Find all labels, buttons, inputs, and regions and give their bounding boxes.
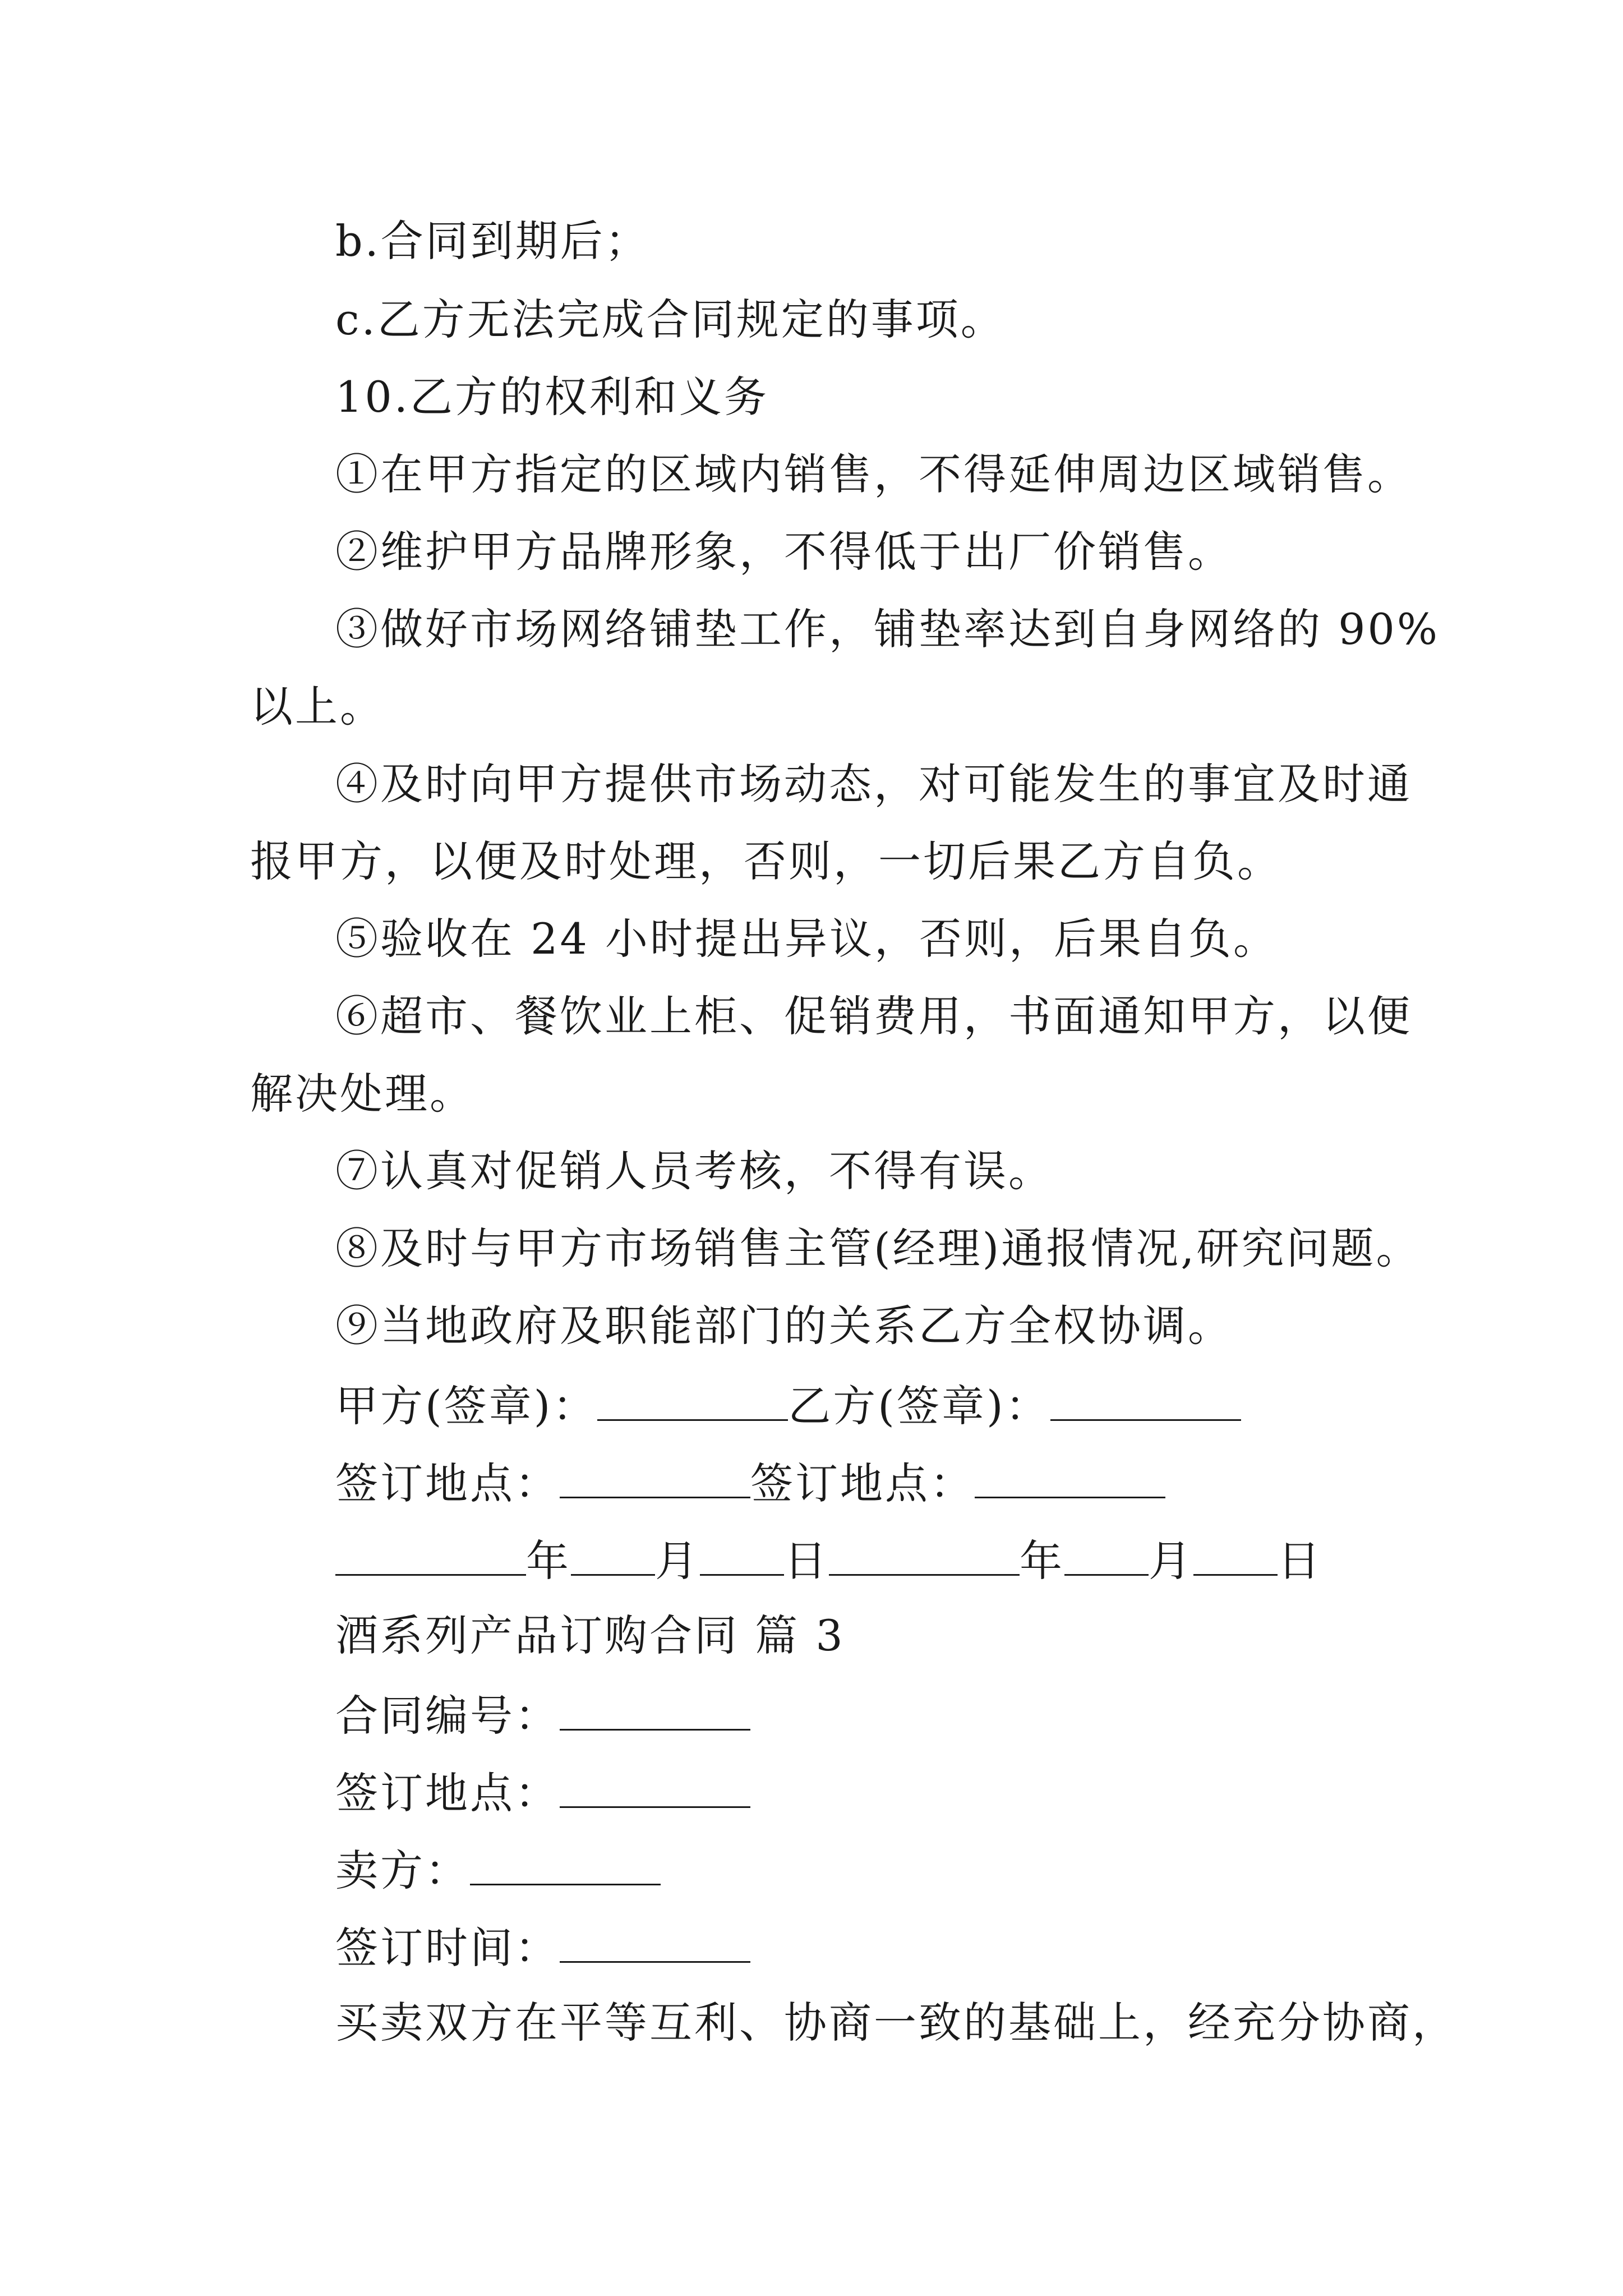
text-line: ⑨当地政府及职能部门的关系乙方全权协调。: [335, 1301, 1233, 1351]
text-line: ⑦认真对促销人员考核，不得有误。: [335, 1146, 1053, 1196]
year-label-2: 年: [1020, 1536, 1064, 1586]
text-line: b.合同到期后；: [335, 216, 650, 266]
text-line: ①在甲方指定的区域内销售，不得延伸周边区域销售。: [335, 449, 1412, 499]
day-blank: [700, 1530, 784, 1576]
sign-place-label: 签订地点：: [335, 1768, 560, 1818]
month-label-2: 月: [1149, 1536, 1193, 1586]
section3-title: 酒系列产品订购合同 篇 3: [335, 1611, 845, 1660]
party-a-blank: [597, 1375, 788, 1421]
text-line: ⑤验收在 24 小时提出异议，否则，后果自负。: [335, 914, 1279, 964]
year-label: 年: [526, 1536, 571, 1586]
place-a-blank: [560, 1453, 750, 1498]
sign-time-label: 签订时间：: [335, 1923, 560, 1973]
place-b-blank: [975, 1453, 1165, 1498]
text-line: ⑧及时与甲方市场销售主管(经理)通报情况,研究问题。: [335, 1223, 1421, 1273]
intro-line: 买卖双方在平等互利、协商一致的基础上，经充分协商，: [335, 1998, 1457, 2047]
seller-label: 卖方：: [335, 1846, 470, 1895]
text-line: 以上。: [250, 682, 385, 731]
month-label: 月: [655, 1536, 700, 1586]
text-line: ②维护甲方品牌形象，不得低于出厂价销售。: [335, 527, 1233, 577]
month-blank: [571, 1530, 655, 1576]
year-blank-2: [829, 1530, 1020, 1576]
year-blank: [335, 1530, 526, 1576]
party-b-label: 乙方(签章)：: [788, 1381, 1050, 1431]
contract-no-row: [335, 1685, 750, 1741]
sign-place-row-2: [335, 1763, 750, 1819]
day-blank-2: [1193, 1530, 1278, 1576]
party-a-label: 甲方(签章)：: [335, 1381, 598, 1431]
seller-row: [335, 1840, 661, 1896]
sign-place-row: [335, 1453, 1165, 1509]
text-line: ④及时向甲方提供市场动态，对可能发生的事宜及时通: [335, 759, 1412, 809]
day-label: 日: [784, 1536, 829, 1586]
date-row: [335, 1530, 1322, 1586]
text-line: 解决处理。: [250, 1069, 474, 1119]
signature-row: [335, 1375, 1241, 1432]
party-b-blank: [1050, 1375, 1241, 1421]
sign-time-blank: [560, 1917, 750, 1963]
text-line: c.乙方无法完成合同规定的事项。: [335, 295, 1006, 344]
sign-place-blank: [560, 1763, 750, 1808]
text-line: ③做好市场网络铺垫工作，铺垫率达到自身网络的 90%: [335, 604, 1440, 654]
contract-no-blank: [560, 1685, 750, 1731]
section-heading: 10.乙方的权利和义务: [335, 372, 769, 422]
place-b-label: 签订地点：: [750, 1458, 975, 1508]
text-line: ⑥超市、餐饮业上柜、促销费用，书面通知甲方，以便: [335, 991, 1412, 1041]
day-label-2: 日: [1278, 1536, 1322, 1586]
seller-blank: [470, 1840, 661, 1885]
month-blank-2: [1064, 1530, 1149, 1576]
sign-time-row: [335, 1917, 750, 1973]
place-a-label: 签订地点：: [335, 1458, 560, 1508]
contract-no-label: 合同编号：: [335, 1691, 560, 1741]
text-line: 报甲方，以便及时处理，否则，一切后果乙方自负。: [250, 836, 1282, 886]
